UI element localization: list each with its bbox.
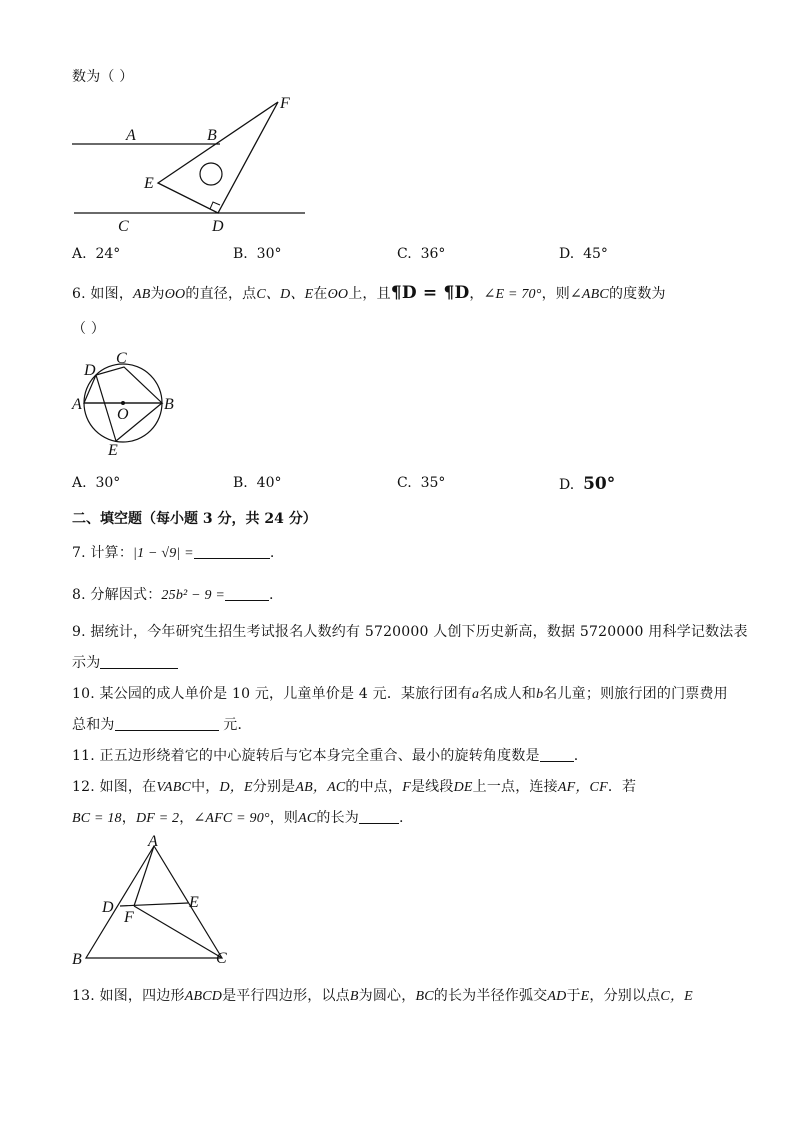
- label-b: B: [164, 396, 174, 413]
- q7: 7. 计算：|1 − √9| = .: [72, 545, 275, 561]
- label-a: A: [72, 396, 82, 413]
- label-d: D: [212, 218, 224, 235]
- segment-cf: [134, 906, 222, 958]
- q5-option-d: D. 45°: [559, 246, 608, 262]
- q6-stem: 6. 如图，AB为ʘO的直径，点C、D、E在ʘO上，且¶D = ¶D，∠E = 70°，则∠ABC的度数为: [72, 283, 666, 303]
- label-b: B: [72, 951, 82, 968]
- q11-blank: [540, 747, 574, 762]
- label-o: O: [117, 406, 129, 423]
- q8-blank: [225, 586, 269, 601]
- q13-line1: 13. 如图，四边形ABCD是平行四边形，以点B为圆心，BC的长为半径作弧交AD于E，分别以点C，E: [72, 988, 693, 1004]
- label-f: F: [124, 909, 134, 926]
- center-dot: [121, 401, 125, 405]
- label-e: E: [144, 175, 154, 192]
- q5-option-c: C. 36°: [397, 246, 446, 262]
- section-2-title: 二、填空题（每小题 3 分，共 24 分）: [72, 511, 317, 527]
- q11: 11. 正五边形绕着它的中心旋转后与它本身完全重合、最小的旋转角度数是 .: [72, 748, 579, 764]
- label-d: D: [102, 899, 114, 916]
- q6-option-d: D. 50°: [559, 474, 616, 494]
- label-a: A: [126, 127, 136, 144]
- quad-adcb: [84, 367, 162, 403]
- label-e: E: [108, 442, 118, 459]
- q12-line2: BC = 18，DF = 2，∠AFC = 90°，则AC的长为 .: [72, 810, 404, 826]
- q6-figure: [66, 345, 186, 460]
- triangle-hole: [200, 163, 222, 185]
- label-e: E: [189, 894, 199, 911]
- q5-option-a: A. 24°: [72, 246, 121, 262]
- segment-de: [120, 903, 188, 906]
- label-c: C: [216, 950, 227, 967]
- q6-option-c: C. 35°: [397, 475, 446, 491]
- q9-line2: 示为: [72, 652, 178, 672]
- q10-blank: [115, 716, 219, 731]
- label-f: F: [280, 95, 290, 112]
- q5-option-b: B. 30°: [233, 246, 282, 262]
- q12-line1: 12. 如图，在VABC中，D，E分别是AB，AC的中点，F是线段DE上一点，连接AF，CF．若: [72, 779, 637, 795]
- q9-blank: [100, 654, 178, 669]
- q9-line1: 9. 据统计，今年研究生招生考试报名人数约有 5720000 人创下历史新高，数据 5720000 用科学记数法表: [72, 624, 748, 640]
- label-c: C: [116, 350, 127, 367]
- label-b: B: [207, 127, 217, 144]
- q5-tail: 数为（ ）: [72, 69, 134, 85]
- label-c: C: [118, 218, 129, 235]
- q6-option-b: B. 40°: [233, 475, 282, 491]
- q6-option-a: A. 30°: [72, 475, 121, 491]
- label-d: D: [84, 362, 96, 379]
- q8: 8. 分解因式：25b² − 9 = .: [72, 587, 274, 603]
- label-a: A: [148, 834, 158, 850]
- q6-paren: （ ）: [72, 321, 106, 337]
- q12-figure: [66, 834, 246, 974]
- segment-af: [134, 846, 154, 906]
- right-angle-mark: [210, 202, 220, 209]
- triangle-def: [158, 102, 278, 213]
- chord-de: [96, 375, 116, 441]
- q5-figure: [60, 88, 320, 238]
- q12-blank: [359, 809, 399, 824]
- q10-line1: 10. 某公园的成人单价是 10 元，儿童单价是 4 元．某旅行团有a名成人和b名儿童；则旅行团的门票费用: [72, 686, 728, 702]
- q7-blank: [194, 544, 270, 559]
- q10-line2: 总和为 元．: [72, 717, 252, 733]
